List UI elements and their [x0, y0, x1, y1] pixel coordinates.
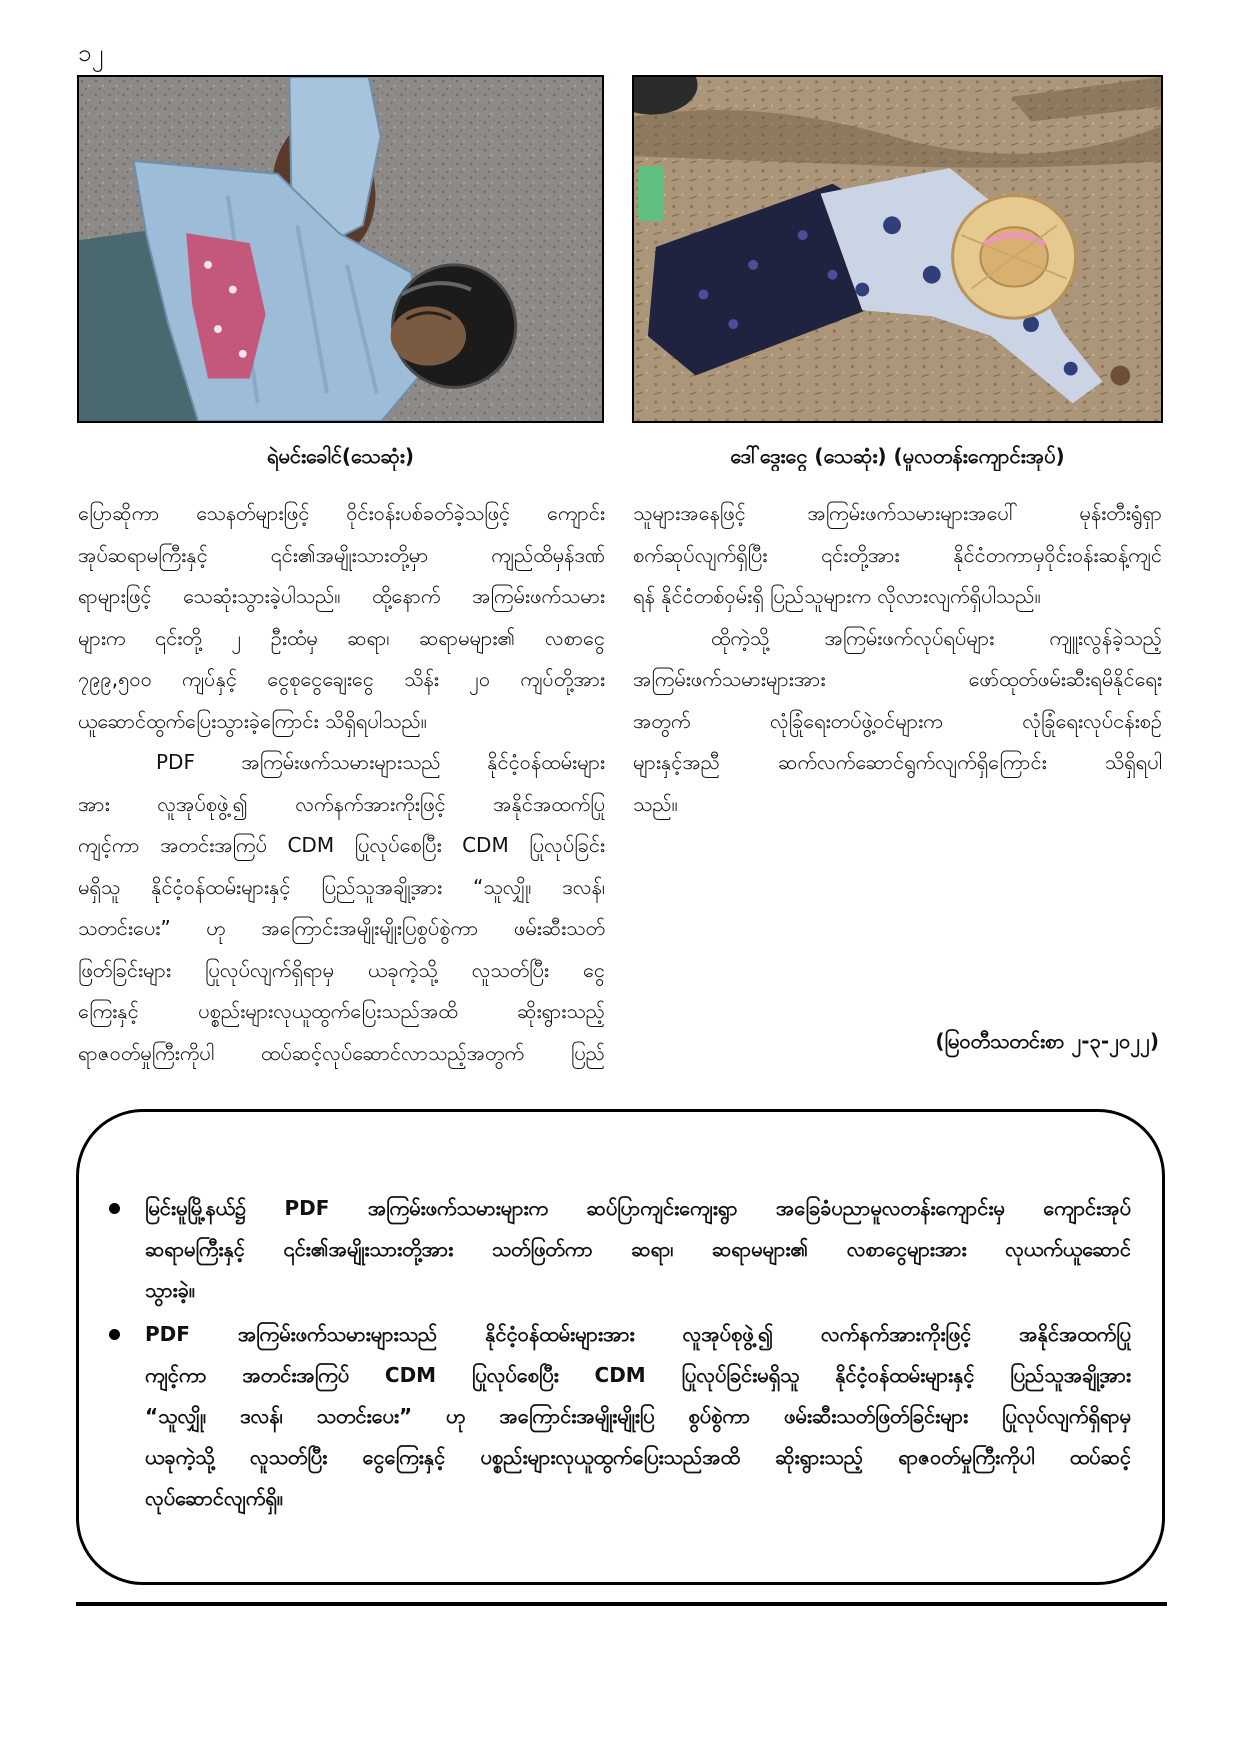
article-column-left	[78, 493, 605, 1074]
article-line: ဖြတ်ခြင်းများ ပြုလုပ်လျက်ရှိရာမှ ယခုကဲ့သို့ လူသတ်ပြီး ငွေ	[78, 957, 605, 982]
article-line: များနှင့်အညီ ဆက်လက်ဆောင်ရွက်လျက်ရှိကြောင်း သိရှိရပါ	[633, 750, 1162, 774]
photo-caption-left: ရဲမင်းခေါင်(သေဆုံး)	[266, 444, 415, 468]
news-source-date: (မြဝတီသတင်းစာ ၂-၃-၂၀၂၂)	[935, 1029, 1159, 1053]
bullet-line: ဆရာမကြီးနှင့် ၎င်း၏အမျိုးသားတို့အား သတ်ဖြတ်ကာ ဆရာ၊ ဆရာမများ၏ လစာငွေများအား လုယက်ယူဆောင်	[145, 1236, 1131, 1261]
article-line: အတွက် လုံခြုံရေးတပ်ဖွဲ့ဝင်များက လုံခြုံရေးလုပ်ငန်းစဉ်	[633, 708, 1162, 733]
article-line: အုပ်ဆရာမကြီးနှင့် ၎င်း၏အမျိုးသားတို့မှာ ကျည်ထိမှန်ဒဏ်	[78, 542, 605, 567]
photo-right-image	[634, 77, 1161, 421]
photo-caption-right: ဒေါ်ဒွေးငွေ (သေဆုံး) (မူလတန်းကျောင်းအုပ်)	[730, 444, 1065, 468]
bullet-line: PDF အကြမ်းဖက်သမားများသည် နိုင်ငံ့ဝန်ထမ်းများအား လူအုပ်စုဖွဲ့၍ လက်နက်အားကိုးဖြင့် အနိုင်အထက်ပြု	[145, 1322, 1131, 1347]
bottom-divider	[76, 1602, 1167, 1606]
page-number: ၁၂	[78, 39, 104, 67]
article-line: သူများအနေဖြင့် အကြမ်းဖက်သမားများအပေါ် မုန်းတီးရွံရှာ	[633, 501, 1162, 525]
article-line: ရန် နိုင်ငံတစ်ဝှမ်းရှိ ပြည်သူများက လိုလားလျက်ရှိပါသည်။	[633, 584, 1041, 608]
article-line: ယူဆောင်ထွက်ပြေးသွားခဲ့ကြောင်း သိရှိရပါသည်။	[78, 708, 427, 733]
bullet-text	[145, 1188, 1131, 1310]
summary-bullet	[108, 1188, 1131, 1310]
article-line: မရှိသူ နိုင်ငံ့ဝန်ထမ်းများနှင့် ပြည်သူအချို့အား “သူလျှို၊ ဒလန်၊	[78, 874, 605, 899]
article-line: ၇၉၉,၅၀၀ ကျပ်နှင့် ငွေစုငွေချေးငွေ သိန်း ၂၀ ကျပ်တို့အား	[78, 667, 605, 691]
bullet-dot-icon	[109, 1203, 120, 1214]
article-line: ထိုကဲ့သို့ အကြမ်းဖက်လုပ်ရပ်များ ကျူးလွန်ခဲ့သည့်	[711, 625, 1162, 650]
article-column-right	[633, 493, 1162, 825]
bullet-line: လုပ်ဆောင်လျက်ရှိ။	[145, 1485, 283, 1510]
bullet-dot-icon	[109, 1329, 120, 1340]
bullet-text	[145, 1314, 1131, 1518]
summary-bullet-list	[108, 1188, 1131, 1518]
article-line: သည်။	[633, 791, 678, 816]
article-line: သတင်းပေး” ဟု အကြောင်းအမျိုးမျိုးပြစွပ်စွဲကာ ဖမ်းဆီးသတ်	[78, 916, 605, 940]
article-line: စက်ဆုပ်လျက်ရှိပြီး ၎င်းတို့အား နိုင်ငံတကာမှဝိုင်းဝန်းဆန့်ကျင်	[633, 542, 1162, 567]
article-paragraph	[78, 493, 605, 742]
bullet-line: “သူလျှို၊ ဒလန်၊ သတင်းပေး” ဟု အကြောင်းအမျိုးမျိုးပြ စွပ်စွဲကာ ဖမ်းဆီးသတ်ဖြတ်ခြင်းများ ပြုလုပ်လျက်ရှိရာမှ	[145, 1403, 1131, 1428]
bullet-marker	[108, 1314, 145, 1518]
article-line: ပြောဆိုကာ သေနတ်များဖြင့် ဝိုင်းဝန်းပစ်ခတ်ခဲ့သဖြင့် ကျောင်း	[78, 501, 605, 525]
article-line: PDF အကြမ်းဖက်သမားများသည် နိုင်ငံ့ဝန်ထမ်းများ	[156, 750, 605, 774]
article-paragraph	[78, 742, 605, 1074]
article-paragraph	[633, 618, 1162, 826]
article-line: ကျင့်ကာ အတင်းအကြပ် CDM ပြုလုပ်စေပြီး CDM ပြုလုပ်ခြင်း	[78, 833, 605, 857]
photo-left-image	[79, 77, 602, 421]
green-bag	[638, 166, 664, 221]
bullet-line: ယခုကဲ့သို့ လူသတ်ပြီး ငွေကြေးနှင့် ပစ္စည်းများလုယူထွက်ပြေးသည်အထိ ဆိုးရွားသည့် ရာဇဝတ်မှုကြီးကိုပါ ထပ်ဆင့်	[145, 1444, 1131, 1469]
article-line: အား လူအုပ်စုဖွဲ့၍ လက်နက်အားကိုးဖြင့် အနိုင်အထက်ပြု	[78, 791, 605, 816]
article-line: များက ၎င်းတို့ ၂ ဦးထံမှ ဆရာ၊ ဆရာမများ၏ လစာငွေ	[78, 625, 605, 650]
article-line: ကြေးနှင့် ပစ္စည်းများလုယူထွက်ပြေးသည်အထိ ဆိုးရွားသည့်	[78, 999, 605, 1023]
bullet-marker	[108, 1188, 145, 1310]
article-line: ရာဇဝတ်မှုကြီးကိုပါ ထပ်ဆင့်လုပ်ဆောင်လာသည့်အတွက် ပြည်	[78, 1040, 605, 1065]
article-paragraph	[633, 493, 1162, 618]
bullet-line: မြင်းမူမြို့နယ်၌ PDF အကြမ်းဖက်သမားများက ဆပ်ပြာကျင်းကျေးရွာ အခြေခံပညာမူလတန်းကျောင်းမှ ကျောင်းအုပ်	[145, 1196, 1131, 1220]
summary-bullet	[108, 1314, 1131, 1518]
news-photo-left	[77, 75, 604, 423]
bullet-line: ကျင့်ကာ အတင်းအကြပ် CDM ပြုလုပ်စေပြီး CDM ပြုလုပ်ခြင်းမရှိသူ နိုင်ငံ့ဝန်ထမ်းများနှင့် ပြည်သူအချို့အား	[145, 1363, 1131, 1388]
news-photo-right	[632, 75, 1163, 423]
article-line: အကြမ်းဖက်သမားများအား ဖော်ထုတ်ဖမ်းဆီးရမိနိုင်ရေး	[633, 667, 1162, 691]
article-line: ရာများဖြင့် သေဆုံးသွားခဲ့ပါသည်။ ထို့နောက် အကြမ်းဖက်သမား	[78, 584, 605, 608]
bullet-line: သွားခဲ့။	[145, 1277, 195, 1302]
